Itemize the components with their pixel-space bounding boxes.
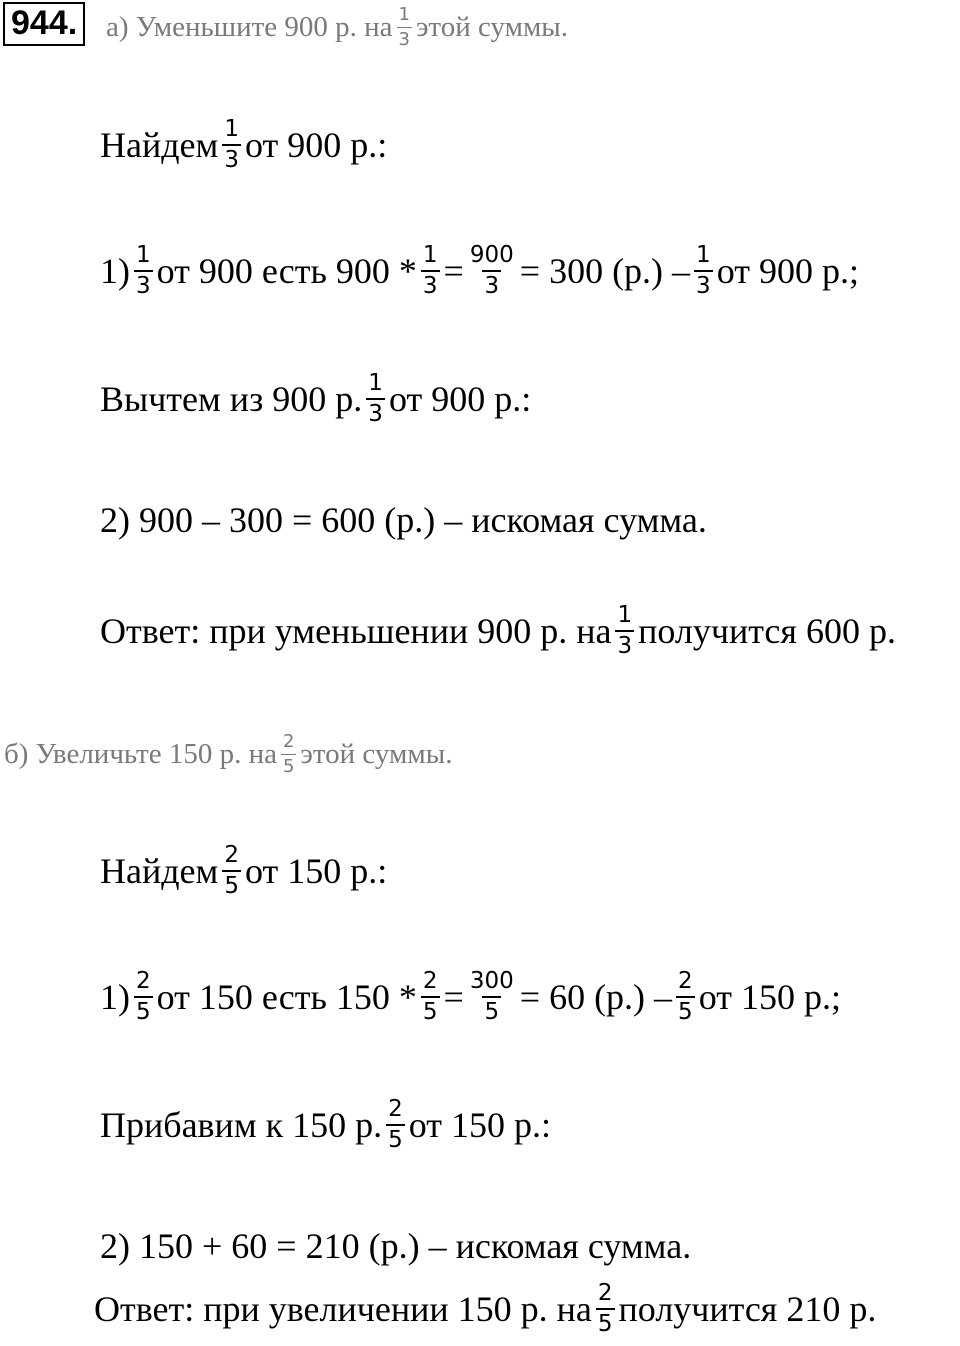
fraction: $\frac{1}{3}$ — [368, 370, 383, 427]
a-line-find: Найдем $\frac{1}{3}$ от 900 р.: — [100, 116, 388, 173]
a-line-answer: Ответ: при уменьшении 900 р. на $\frac{1}{3}$ получится 600 р. — [100, 602, 896, 659]
task-b-fraction: $\frac{2}{5}$ — [282, 731, 295, 777]
fraction: $\frac{1}{3}$ — [617, 602, 633, 659]
task-a-text: Уменьшите 900 р. на — [135, 11, 393, 43]
fraction: $\frac{300}{5}$ — [469, 968, 514, 1025]
problem-number: 944. — [3, 2, 85, 46]
task-b-label: б) — [4, 738, 29, 770]
a-line-step2: 2) 900 – 300 = 600 (р.) – искомая сумма. — [100, 500, 707, 540]
task-a — [106, 6, 568, 49]
b-line-find: Найдем $\frac{2}{5}$ от 150 р.: — [100, 842, 388, 899]
fraction: $\frac{2}{5}$ — [597, 1280, 613, 1337]
a-line-step1: 1) $\frac{1}{3}$ от 900 есть 900 * $\frac{1}{3}$ = $\frac{900}{3}$ = 300 (р.) – $\frac{1}{3}$ от 900 р.; — [100, 242, 859, 299]
fraction: $\frac{1}{3}$ — [224, 116, 239, 173]
b-line-answer: Ответ: при увеличении 150 р. на $\frac{2}{5}$ получится 210 р. — [94, 1280, 877, 1337]
fraction: $\frac{2}{5}$ — [224, 842, 239, 899]
fraction: $\frac{1}{3}$ — [696, 242, 711, 299]
fraction: $\frac{2}{5}$ — [422, 968, 438, 1025]
task-a-fraction: $\frac{1}{3}$ — [398, 4, 410, 50]
fraction: $\frac{900}{3}$ — [469, 242, 514, 299]
fraction: $\frac{2}{5}$ — [678, 968, 693, 1025]
fraction: $\frac{2}{5}$ — [388, 1096, 403, 1153]
task-a-text-end: этой суммы. — [415, 11, 569, 43]
b-line-step1: 1) $\frac{2}{5}$ от 150 есть 150 * $\frac{2}{5}$ = $\frac{300}{5}$ = 60 (р.) – $\frac{2}{5}$ от 150 р.; — [100, 968, 841, 1025]
task-b-text-end: этой суммы. — [300, 738, 453, 770]
task-b-text: Увеличьте 150 р. на — [35, 738, 277, 770]
b-line-step2: 2) 150 + 60 = 210 (р.) – искомая сумма. — [100, 1226, 692, 1266]
task-b — [4, 733, 452, 776]
fraction: $\frac{2}{5}$ — [136, 968, 151, 1025]
b-line-add: Прибавим к 150 р. $\frac{2}{5}$ от 150 р.: — [100, 1096, 551, 1153]
task-a-label: а) — [106, 11, 129, 43]
fraction: $\frac{1}{3}$ — [422, 242, 438, 299]
a-line-subtract: Вычтем из 900 р. $\frac{1}{3}$ от 900 р.: — [100, 370, 532, 427]
fraction: $\frac{1}{3}$ — [136, 242, 151, 299]
